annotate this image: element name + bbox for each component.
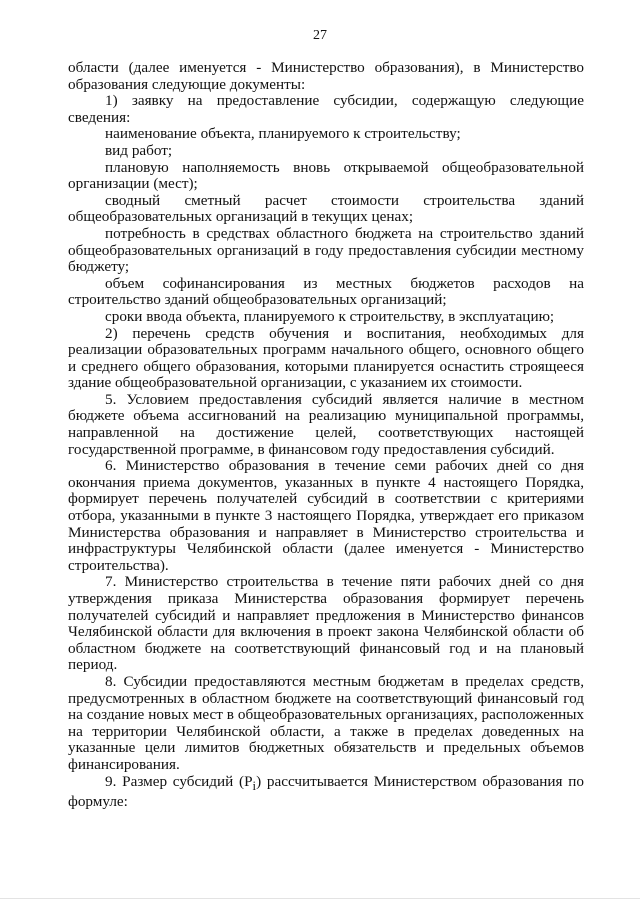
page-number: 27 [313, 28, 327, 43]
paragraph: 7. Министерство строительства в течение пяти рабочих дней со дня утверждения приказа Министерства образования формирует перечень получателей субсидий и направляет предложения в Министерство финансов Челябинской области для включения в проект закона Челябинской области об областном бюджете на соответствующий финансовый год и на плановый период. [68, 573, 584, 674]
paragraph: наименование объекта, планируемого к строительству; [105, 125, 461, 143]
paragraph: сводный сметный расчет стоимости строительства зданий общеобразовательных организаций в текущих ценах; [68, 191, 584, 226]
paragraph: сроки ввода объекта, планируемого к строительству, в эксплуатацию; [105, 307, 555, 325]
formula-subscript: i [252, 778, 257, 793]
paragraph: области (далее именуется - Министерство образования), в Министерство образования следующие документы: [68, 59, 584, 93]
paragraph: объем софинансирования из местных бюджетов расходов на строительство зданий общеобразовательных организаций; [68, 274, 584, 309]
paragraph: 1) заявку на предоставление субсидии, содержащую следующие сведения: [68, 92, 584, 126]
document-body [68, 60, 584, 811]
paragraph: 6. Министерство образования в течение семи рабочих дней со дня окончания приема документов, указанных в пункте 4 настоящего Порядка, формирует перечень получателей субсидий в соответствии с критериями отбора, указанными в пункте 3 настоящего Порядка, утверждает его приказом Министерства образования и направляет в Министерство строительства и инфраструктуры Челябинской области (далее именуется - Министерство строительства). [68, 457, 584, 574]
paragraph-formula-intro [68, 774, 584, 811]
paragraph: 5. Условием предоставления субсидий является наличие в местном бюджете объема ассигнований на реализацию муниципальной программы, направленной на достижение целей, соответствующих настоящей государственной программе, в финансовом году предоставления субсидий. [68, 390, 584, 458]
paragraph: плановую наполняемость вновь открываемой общеобразовательной организации (мест); [68, 158, 584, 193]
paragraph: потребность в средствах областного бюджета на строительство зданий общеобразовательных организаций в году предоставления субсидии местному бюджету; [68, 224, 584, 276]
formula-intro-end: ) рассчитывается Министерством образования по формуле: [68, 772, 584, 811]
paragraph: вид работ; [105, 141, 173, 159]
formula-intro-start: 9. Размер субсидий (P [105, 772, 253, 790]
paragraph: 8. Субсидии предоставляются местным бюджетам в пределах средств, предусмотренных в областном бюджете на соответствующий финансовый год на создание новых мест в общеобразовательных организациях, расположенных на территории Челябинской области, а также в пределах доведенных на указанные цели лимитов бюджетных обязательств и предельных объемов финансирования. [68, 672, 584, 773]
paragraph: 2) перечень средств обучения и воспитания, необходимых для реализации образовательных программ начального общего, основного общего и среднего общего образования, которыми планируется оснастить строящееся здание общеобразовательной организации, с указанием их стоимости. [68, 324, 584, 392]
page-edge [0, 898, 640, 899]
